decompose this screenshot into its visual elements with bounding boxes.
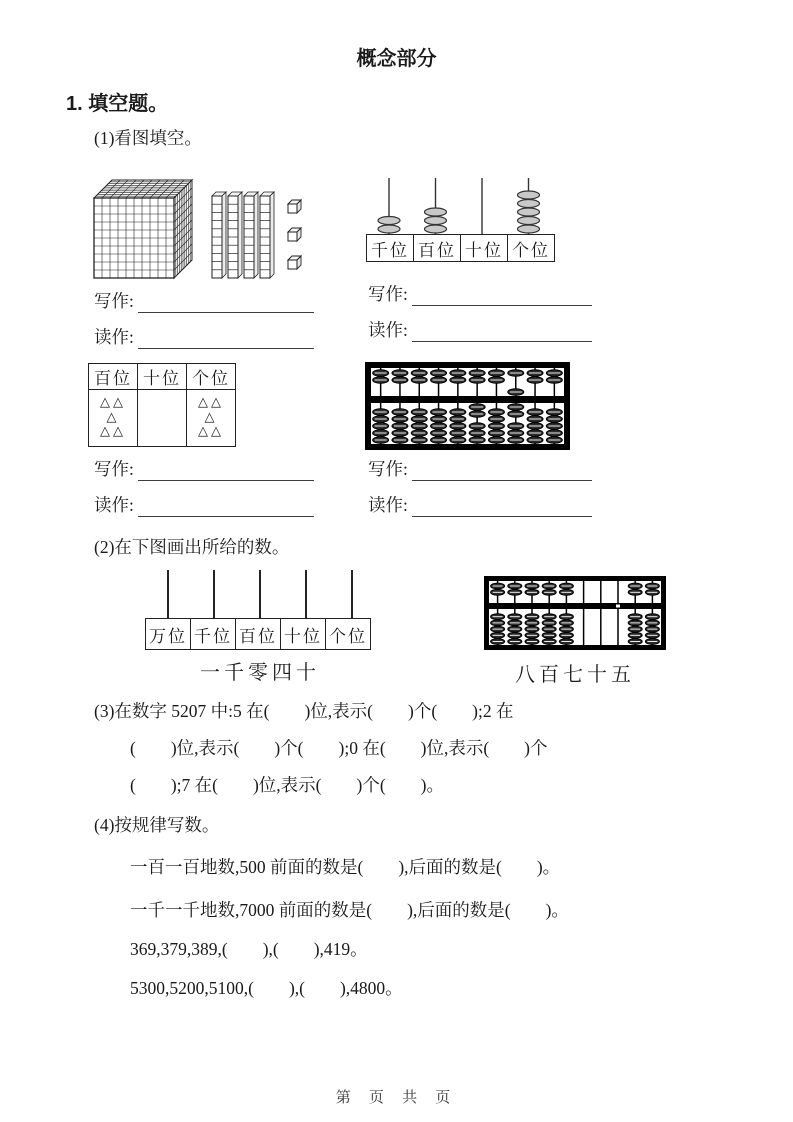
page-title: 概念部分 <box>356 48 437 70</box>
abacus-bead <box>527 437 543 444</box>
part4-line-2: 一千一千地数,7000 前面的数是( ),后面的数是( )。 <box>130 900 569 920</box>
read-as-row <box>368 492 592 517</box>
abacus-bead <box>488 430 504 437</box>
bead <box>518 200 540 208</box>
unit-marker <box>616 605 620 608</box>
triangle-place-table <box>88 363 236 447</box>
write-as-blank[interactable] <box>412 285 592 306</box>
abacus-bead <box>411 370 427 377</box>
col-thousands: 千位 <box>191 619 236 650</box>
bead <box>425 217 447 225</box>
bead <box>425 208 447 216</box>
abacus-bead <box>525 632 539 638</box>
abacus-bead <box>469 370 485 377</box>
bead <box>518 208 540 216</box>
abacus-bead <box>431 437 447 444</box>
tri-col-ones: 个位 <box>187 364 236 390</box>
abacus-bead <box>546 370 562 377</box>
abacus-bead <box>392 437 408 444</box>
abacus-bead <box>527 430 543 437</box>
drawing-rod[interactable] <box>351 570 353 618</box>
abacus-bead <box>411 437 427 444</box>
abacus-bead <box>392 409 408 416</box>
unit-cube <box>288 228 301 241</box>
abacus-bead <box>491 632 505 638</box>
abacus-bead <box>488 423 504 430</box>
abacus-bead <box>450 370 466 377</box>
abacus-bead <box>508 437 524 444</box>
abacus-bead <box>559 583 573 589</box>
abacus-bead <box>469 404 485 411</box>
ten-rod <box>244 192 258 278</box>
abacus-bead <box>645 632 659 638</box>
abacus-bead <box>488 416 504 423</box>
abacus-bead <box>508 389 524 396</box>
read-as-label: 读作: <box>94 495 134 515</box>
abacus-bead <box>542 583 556 589</box>
place-table-5 <box>145 618 371 650</box>
part4-label: (4)按规律写数。 <box>94 815 220 835</box>
abacus-bead <box>508 632 522 638</box>
page-footer: 第 页 共 页 <box>335 1089 458 1106</box>
left-number-caption: 一千零四十 <box>200 662 320 684</box>
part3-line-2: ( )位,表示( )个( );0 在( )位,表示( )个 <box>130 738 548 758</box>
col-ones: 个位 <box>326 619 371 650</box>
write-as-blank[interactable] <box>138 460 314 481</box>
abacus-bead <box>392 370 408 377</box>
write-as-row <box>368 456 592 481</box>
abacus-bead <box>373 423 389 430</box>
abacus-bead <box>491 583 505 589</box>
abacus-bead <box>645 583 659 589</box>
abacus-bead <box>469 430 485 437</box>
ten-rod <box>228 192 242 278</box>
write-as-row <box>368 281 592 306</box>
abacus-bead <box>450 430 466 437</box>
abacus-bead <box>546 437 562 444</box>
abacus-bead <box>542 620 556 626</box>
bead-place-chart-rods <box>366 176 558 234</box>
abacus-bead <box>645 589 659 595</box>
abacus-bead <box>491 639 505 645</box>
abacus-bead <box>559 620 573 626</box>
drawing-rod[interactable] <box>259 570 261 618</box>
part3-line-1: (3)在数字 5207 中:5 在( )位,表示( )个( );2 在 <box>94 701 514 721</box>
abacus-bead <box>527 423 543 430</box>
bead <box>518 217 540 225</box>
abacus-drawing-figure[interactable] <box>484 576 666 687</box>
abacus-bead <box>559 614 573 620</box>
place-col-thousands: 千位 <box>367 235 414 262</box>
abacus-bead <box>559 639 573 645</box>
abacus-bead <box>527 370 543 377</box>
read-as-row <box>94 324 314 349</box>
abacus-bead <box>392 430 408 437</box>
abacus-bead <box>508 404 524 411</box>
right-number-caption: 八百七十五 <box>515 664 635 686</box>
bead <box>518 225 540 233</box>
abacus-bead <box>431 370 447 377</box>
abacus-bead <box>508 626 522 632</box>
abacus-bead <box>542 614 556 620</box>
part4-line-1: 一百一百地数,500 前面的数是( ),后面的数是( )。 <box>130 857 561 877</box>
part3-line-3: ( );7 在( )位,表示( )个( )。 <box>130 775 444 795</box>
abacus-bead <box>645 620 659 626</box>
question-1-heading: 1. 填空题。 <box>66 93 169 115</box>
abacus-bead <box>431 423 447 430</box>
abacus-bead <box>628 614 642 620</box>
abacus-bead <box>546 409 562 416</box>
abacus-bead <box>628 626 642 632</box>
bead <box>378 217 400 225</box>
abacus-bead <box>525 589 539 595</box>
write-as-label: 写作: <box>368 284 408 304</box>
write-as-row <box>94 456 314 481</box>
abacus-bead <box>373 409 389 416</box>
abacus-bead <box>491 589 505 595</box>
bead <box>425 225 447 233</box>
part4-line-4: 5300,5200,5100,( ),( ),4800。 <box>130 978 403 998</box>
triangle-cell-ones: △△ △ △△ <box>187 390 236 447</box>
write-as-row <box>94 288 314 313</box>
part1-label: (1)看图填空。 <box>94 128 202 148</box>
read-as-blank[interactable] <box>138 496 314 517</box>
abacus-bead <box>645 639 659 645</box>
abacus-bead <box>628 589 642 595</box>
place-col-tens: 十位 <box>461 235 508 262</box>
abacus-bead <box>546 416 562 423</box>
abacus-bead <box>469 423 485 430</box>
write-as-blank[interactable] <box>138 292 314 313</box>
abacus-bead <box>542 626 556 632</box>
abacus-bead <box>488 370 504 377</box>
abacus-bead <box>525 614 539 620</box>
abacus-bead <box>491 614 505 620</box>
abacus-bead <box>546 377 562 384</box>
abacus-bead <box>546 430 562 437</box>
abacus-bead <box>469 377 485 384</box>
col-ten-thousands: 万位 <box>146 619 191 650</box>
write-as-label: 写作: <box>94 459 134 479</box>
abacus-bead <box>527 409 543 416</box>
triangle-cell-hundreds: △△ △ △△ <box>89 390 138 447</box>
abacus-bead <box>392 423 408 430</box>
triangle-cell-tens <box>138 390 187 447</box>
abacus-bead <box>559 589 573 595</box>
abacus-bead <box>508 639 522 645</box>
abacus-bead <box>431 377 447 384</box>
abacus-bead <box>373 430 389 437</box>
abacus-bead <box>431 430 447 437</box>
base-ten-blocks-figure <box>86 168 316 290</box>
unit-cube <box>288 200 301 213</box>
abacus-bead <box>488 377 504 384</box>
abacus-bead <box>373 437 389 444</box>
read-as-blank[interactable] <box>412 321 592 342</box>
abacus-bead <box>525 620 539 626</box>
abacus-bead <box>411 409 427 416</box>
abacus-bead <box>542 589 556 595</box>
drawing-rod[interactable] <box>167 570 169 618</box>
read-as-label: 读作: <box>368 495 408 515</box>
abacus-bead <box>628 620 642 626</box>
place-col-ones: 个位 <box>508 235 555 262</box>
abacus-bead <box>508 620 522 626</box>
part2-label: (2)在下图画出所给的数。 <box>94 537 290 557</box>
abacus-bead <box>450 409 466 416</box>
abacus-bead <box>508 411 524 418</box>
abacus-bead <box>411 423 427 430</box>
abacus-bead <box>431 416 447 423</box>
bead <box>378 225 400 233</box>
abacus-bead <box>392 416 408 423</box>
abacus-bead <box>525 626 539 632</box>
abacus-bead <box>628 583 642 589</box>
read-as-blank[interactable] <box>412 496 592 517</box>
read-as-blank[interactable] <box>138 328 314 349</box>
abacus-bead <box>450 416 466 423</box>
abacus-bead <box>508 370 524 377</box>
tri-col-hundreds: 百位 <box>89 364 138 390</box>
abacus-bead <box>508 430 524 437</box>
abacus-bead <box>508 614 522 620</box>
bead <box>518 191 540 199</box>
bead-place-chart <box>366 176 558 262</box>
abacus-bead <box>527 377 543 384</box>
abacus-bead <box>525 639 539 645</box>
abacus-bead <box>450 437 466 444</box>
abacus-bead <box>488 437 504 444</box>
abacus-bead <box>645 626 659 632</box>
drawing-rods[interactable] <box>145 570 375 618</box>
abacus-bead <box>373 377 389 384</box>
abacus-bead <box>411 430 427 437</box>
read-as-label: 读作: <box>368 320 408 340</box>
write-as-blank[interactable] <box>412 460 592 481</box>
abacus-bead <box>525 583 539 589</box>
write-as-label: 写作: <box>94 291 134 311</box>
place-col-hundreds: 百位 <box>414 235 461 262</box>
place-drawing-figure[interactable] <box>145 570 377 685</box>
abacus-figure <box>365 362 570 450</box>
read-as-label: 读作: <box>94 327 134 347</box>
col-hundreds: 百位 <box>236 619 281 650</box>
tri-col-tens: 十位 <box>138 364 187 390</box>
abacus-bead <box>488 409 504 416</box>
col-tens: 十位 <box>281 619 326 650</box>
write-as-label: 写作: <box>368 459 408 479</box>
abacus2-figure[interactable] <box>484 576 666 650</box>
place-header-table <box>366 234 555 262</box>
abacus-bead <box>450 377 466 384</box>
abacus-bead <box>491 626 505 632</box>
abacus-bead <box>628 632 642 638</box>
abacus-bead <box>373 416 389 423</box>
abacus-bead <box>559 626 573 632</box>
read-as-row <box>94 492 314 517</box>
abacus-bead <box>542 639 556 645</box>
thousand-cube <box>94 180 192 278</box>
abacus-bead <box>431 409 447 416</box>
abacus-bead <box>508 589 522 595</box>
abacus-bead <box>469 411 485 418</box>
drawing-rod[interactable] <box>305 570 307 618</box>
abacus-bead <box>450 423 466 430</box>
abacus-bead <box>527 416 543 423</box>
ten-rod <box>212 192 226 278</box>
abacus-bead <box>559 632 573 638</box>
abacus-bead <box>411 416 427 423</box>
abacus-bead <box>373 370 389 377</box>
abacus-bead <box>546 423 562 430</box>
abacus-bead <box>645 614 659 620</box>
abacus-bead <box>491 620 505 626</box>
read-as-row <box>368 317 592 342</box>
abacus-bead <box>542 632 556 638</box>
abacus-bead <box>469 437 485 444</box>
abacus-bead <box>628 639 642 645</box>
part4-line-3: 369,379,389,( ),( ),419。 <box>130 939 368 959</box>
abacus-bead <box>508 423 524 430</box>
unit-cube <box>288 256 301 269</box>
drawing-rod[interactable] <box>213 570 215 618</box>
abacus-bead <box>392 377 408 384</box>
ten-rod <box>260 192 274 278</box>
abacus-bead <box>411 377 427 384</box>
abacus-bead <box>508 583 522 589</box>
